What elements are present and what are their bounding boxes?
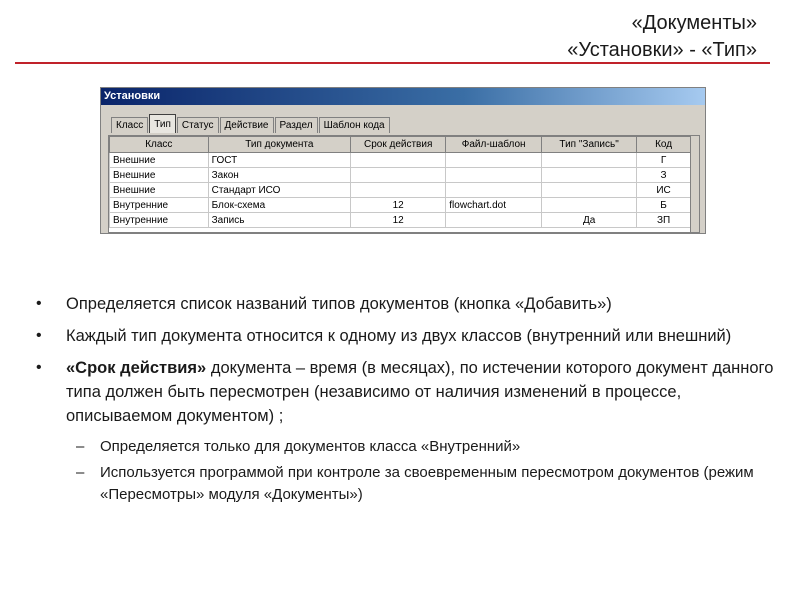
bullet-marker: • [36, 359, 42, 376]
slide-title [567, 10, 757, 64]
col-header-validity[interactable]: Срок действия [351, 137, 446, 153]
cell-record-type[interactable] [542, 168, 637, 183]
cell-doc-type[interactable]: Запись [208, 213, 350, 228]
dialog-titlebar: Установки [101, 88, 705, 105]
col-header-class[interactable]: Класс [110, 137, 209, 153]
bullet-marker: • [36, 295, 42, 312]
cell-class[interactable]: Внешние [110, 183, 209, 198]
sub-bullet-item [36, 436, 776, 458]
cell-record-type[interactable] [542, 183, 637, 198]
title-divider [15, 62, 770, 64]
table-row[interactable] [110, 213, 691, 228]
cell-template-file[interactable] [446, 213, 542, 228]
cell-template-file[interactable]: flowchart.dot [446, 198, 542, 213]
cell-doc-type[interactable]: Закон [208, 168, 350, 183]
cell-code[interactable]: Б [637, 198, 691, 213]
col-header-template-file[interactable]: Файл-шаблон [446, 137, 542, 153]
bullet-marker: • [36, 327, 42, 344]
bullet-text: Каждый тип документа относится к одному из двух классов (внутренний или внешний) [66, 327, 732, 345]
cell-class[interactable]: Внешние [110, 153, 209, 168]
cell-template-file[interactable] [446, 153, 542, 168]
bullet-text: документа – время (в месяцах), по истечении которого документ данного типа должен быть пересмотрен (независимо от наличия изменений в процессе, описываемом документом) ; [66, 359, 774, 425]
cell-record-type[interactable] [542, 153, 637, 168]
col-header-record-type[interactable]: Тип "Запись" [542, 137, 637, 153]
sub-bullet-marker: – [76, 438, 85, 455]
grid-scrollbar[interactable] [690, 136, 699, 232]
cell-validity[interactable]: 12 [351, 213, 446, 228]
tab-class[interactable]: Класс [111, 117, 148, 133]
cell-code[interactable]: ЗП [637, 213, 691, 228]
cell-code[interactable]: Г [637, 153, 691, 168]
bullet-item [36, 324, 776, 348]
cell-code[interactable]: З [637, 168, 691, 183]
grid-header-row [110, 137, 691, 153]
table-row[interactable] [110, 198, 691, 213]
bullet-term: «Срок действия» [66, 359, 207, 377]
sub-bullet-text: Используется программой при контроле за своевременным пересмотром документов (режим «Пересмотры» модуля «Документы») [100, 464, 754, 503]
cell-doc-type[interactable]: Стандарт ИСО [208, 183, 350, 198]
bullet-list [36, 292, 776, 510]
cell-template-file[interactable] [446, 183, 542, 198]
settings-dialog-screenshot [100, 87, 706, 234]
cell-class[interactable]: Внутренние [110, 213, 209, 228]
cell-validity[interactable] [351, 183, 446, 198]
bullet-item [36, 356, 776, 428]
cell-validity[interactable] [351, 168, 446, 183]
tab-type[interactable]: Тип [149, 114, 176, 133]
bullet-text: Определяется список названий типов документов (кнопка «Добавить») [66, 295, 612, 313]
bullet-item [36, 292, 776, 316]
col-header-code[interactable]: Код [637, 137, 691, 153]
table-row[interactable] [110, 168, 691, 183]
cell-doc-type[interactable]: ГОСТ [208, 153, 350, 168]
cell-template-file[interactable] [446, 168, 542, 183]
col-header-doc-type[interactable]: Тип документа [208, 137, 350, 153]
table-row[interactable] [110, 153, 691, 168]
sub-bullet-item [36, 462, 776, 506]
cell-doc-type[interactable]: Блок-схема [208, 198, 350, 213]
types-grid [108, 135, 700, 233]
tab-action[interactable]: Действие [220, 117, 274, 133]
dialog-tabs [111, 114, 391, 133]
cell-record-type[interactable] [542, 198, 637, 213]
cell-validity[interactable] [351, 153, 446, 168]
sub-bullet-text: Определяется только для документов класса «Внутренний» [100, 438, 521, 455]
cell-validity[interactable]: 12 [351, 198, 446, 213]
tab-status[interactable]: Статус [177, 117, 219, 133]
cell-code[interactable]: ИС [637, 183, 691, 198]
cell-class[interactable]: Внешние [110, 168, 209, 183]
slide-title-line1: «Документы» [631, 12, 757, 34]
slide-title-line2: «Установки» - «Тип» [567, 39, 757, 61]
cell-class[interactable]: Внутренние [110, 198, 209, 213]
table-row[interactable] [110, 183, 691, 198]
tab-code-template[interactable]: Шаблон кода [319, 117, 390, 133]
cell-record-type[interactable]: Да [542, 213, 637, 228]
sub-bullet-marker: – [76, 464, 85, 481]
tab-section[interactable]: Раздел [275, 117, 318, 133]
